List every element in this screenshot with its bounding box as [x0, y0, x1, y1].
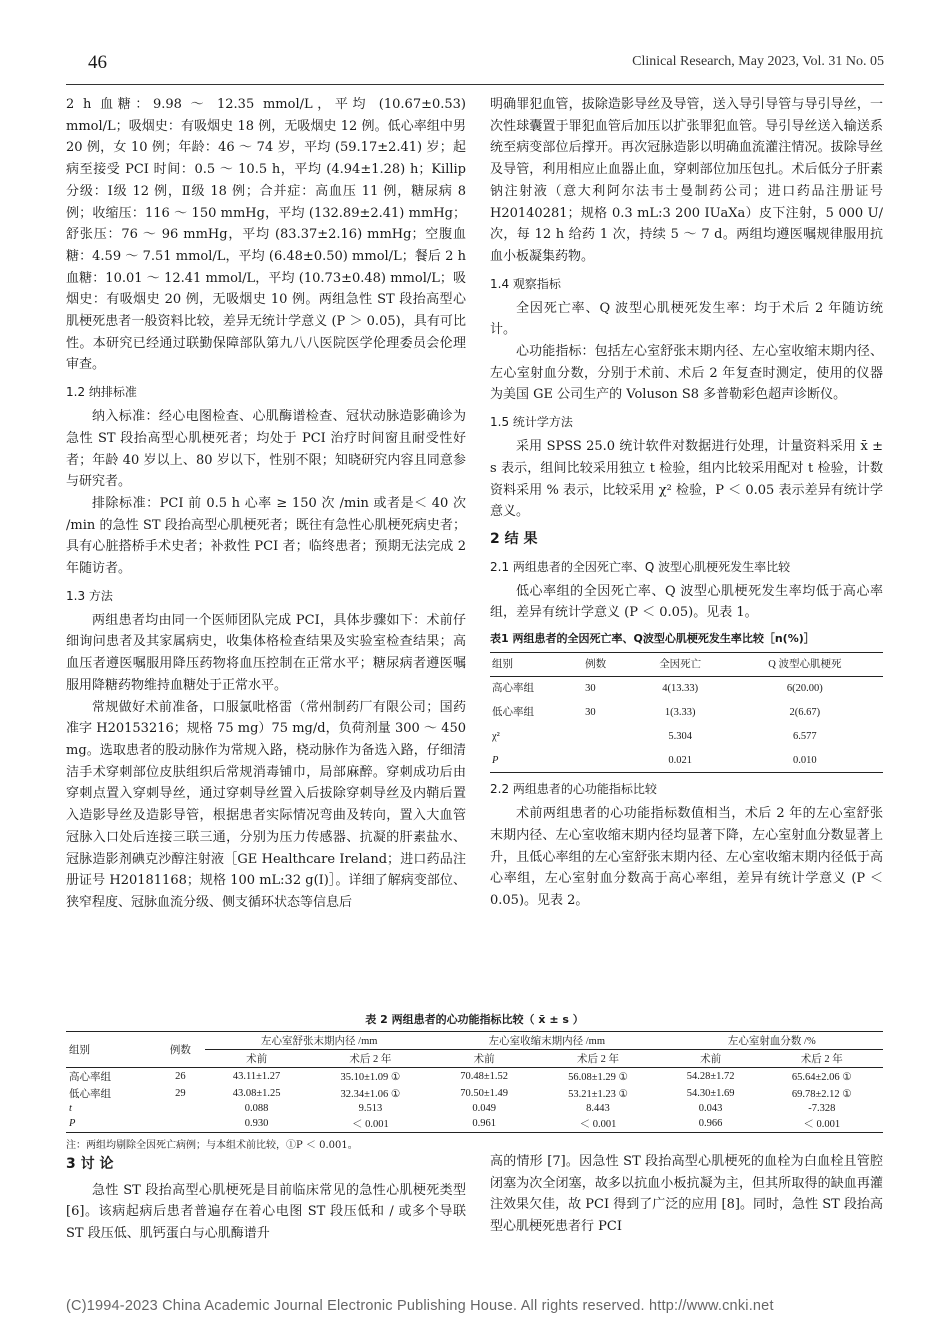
- table-cell: 6(20.00): [786, 683, 823, 695]
- table-cell: 2(6.67): [789, 707, 821, 719]
- discussion-right-column: [490, 1151, 883, 1238]
- table-cell: 0.049: [472, 1103, 496, 1114]
- table-cell: 0.043: [698, 1103, 723, 1114]
- paragraph: 两组患者均由同一个医师团队完成 PCI，具体步骤如下：术前仔细询问患者及其家属病史，收集体格检查结果及实验室检查结果；高血压者遵医嘱服用降压药物将血压控制在正常水平；糖尿病者遵医嘱服用降糖药物维持血糖处于正常水平。: [66, 612, 466, 693]
- table-cell: 56.08±1.29 ①: [568, 1071, 628, 1083]
- table-cell: 5.304: [668, 730, 692, 742]
- table-cell: 6.577: [793, 730, 817, 742]
- table-cell: 30: [585, 707, 596, 719]
- table-cell: [155, 1115, 205, 1133]
- table-cell: t: [69, 1103, 72, 1114]
- table-header-cell: 左心室收缩末期内径 /mm: [433, 1032, 661, 1050]
- paragraph: 明确罪犯血管，拔除造影导丝及导管，送入导引导管与导引导丝，一次性球囊置于罪犯血管后加压以扩张罪犯血管。导引导丝送入输送系统至病变部位后撑开。再次冠脉造影以明确血流灌注情况。拔除导丝及导管，利用相应止血器止血，穿刺部位加压包扎。术后低分子肝素钠注射液（意大利阿尔法韦士曼制药公司；进口药品注册证号 H20140281；规格 0.3 mL:3 200 IUaXa）皮下注射，5 000 U/ 次，每 12 h 给药 1 次，持续 5 ～ 7 d。两组均遵医嘱规律服用抗血小板凝集药物。: [490, 97, 883, 264]
- page-number: 46: [88, 52, 107, 73]
- paragraph: 排除标准：PCI 前 0.5 h 心率 ≥ 150 次 /min 或者是＜ 40 次 /min 的急性 ST 段抬高型心肌梗死者；既往有急性心肌梗死病史者；具有心脏搭桥手术史者；补救性 PCI 者；临终患者；预期无法完成 2 年随访者。: [66, 495, 466, 577]
- table-header-row: [66, 1032, 883, 1050]
- table-header-row: [490, 652, 883, 677]
- section-heading-3: 3 讨 论: [66, 1156, 114, 1172]
- table-row: [66, 1085, 883, 1102]
- table-cell: [155, 1102, 205, 1115]
- section-heading-1-4: 1.4 观察指标: [490, 276, 561, 291]
- table-header-cell: Q 波型心肌梗死: [768, 658, 842, 670]
- table-cell: 高心率组: [492, 683, 534, 695]
- table-header-cell: 术前: [473, 1054, 495, 1065]
- table-cell: 高心率组: [69, 1072, 111, 1083]
- section-heading-2: 2 结 果: [490, 530, 538, 547]
- table-header-cell: 术后 2 年: [800, 1054, 843, 1065]
- table-cell: 54.28±1.72: [686, 1071, 735, 1082]
- table-cell: 1(3.33): [664, 707, 696, 719]
- table-header-cell: 组别: [69, 1045, 90, 1056]
- table-cell: 54.30±1.69: [686, 1088, 735, 1099]
- table-cell: 0.010: [793, 754, 817, 766]
- table-header-cell: 术前: [700, 1054, 722, 1065]
- table-header-cell: 组别: [492, 658, 513, 670]
- section-heading-2-1: 2.1 两组患者的全因死亡率、Q 波型心肌梗死发生率比较: [490, 559, 791, 574]
- table-cell: 43.11±1.27: [232, 1071, 281, 1082]
- table1: [490, 652, 883, 774]
- section-heading-1-2: 1.2 纳排标准: [66, 385, 137, 400]
- table2-note: 注：两组均剔除全因死亡病例；与本组术前比较，①P ＜ 0.001。: [66, 1140, 358, 1151]
- table-row: [490, 677, 883, 701]
- paragraph: 全因死亡率、Q 波型心肌梗死发生率：均于术后 2 年随访统计。: [490, 300, 883, 338]
- header-rule: [66, 84, 884, 85]
- paragraph: 2 h 血糖：9.98 ～ 12.35 mmol/L，平均 (10.67±0.53) mmol/L；吸烟史：有吸烟史 18 例，无吸烟史 12 例。低心率组中男 20 例，女 10 例；年龄：46 ～ 74 岁，平均 (59.17±2.41) 岁；起病至接受 PCI 时间：0.5 ～ 10.5 h，平均 (4.94±1.28) h；Killip 分级：Ⅰ级 12 例，Ⅱ级 18 例；合并症：高血压 11 例，糖尿病 8 例；收缩压：116 ～ 150 mmHg，平均 (132.89±2.41) mmHg；舒张压：76 ～ 96 mmHg，平均 (83.37±2.16) mmHg；空腹血糖：4.59 ～ 7.51 mmol/L，平均 (6.48±0.50) mmol/L；餐后 2 h 血糖：10.01 ～ 12.41 mmol/L，平均 (10.73±0.48) mmol/L；吸烟史：有吸烟史 20 例，无吸烟史 10 例。两组急性 ST 段抬高型心肌梗死患者一般资料比较，差异无统计学意义 (P ＞ 0.05)，具有可比性。本研究已经通过联勤保障部队第九八八医院医学伦理委员会伦理审查。: [66, 97, 466, 373]
- paragraph: 急性 ST 段抬高型心肌梗死是目前临床常见的急性心肌梗死类型 [6]。该病起病后患者普遍存在着心电图 ST 段压低和 / 或多个导联 ST 段压低、肌钙蛋白与心肌酶谱升: [66, 1182, 466, 1242]
- paragraph: 常规做好术前准备，口服氯吡格雷（常州制药厂有限公司；国药准字 H20153216；规格 75 mg）75 mg/d，负荷剂量 300 ～ 450 mg。选取患者的股动脉作为常规入路，桡动脉作为备选入路，仔细清洁手术穿刺部位皮肤组织后常规消毒铺巾，局部麻醉。穿刺成功后由穿刺点置入穿刺导丝，通过穿刺导丝置入后拔除穿刺导丝及内鞘后置入造影导丝及造影导管，根据患者实际情况弯曲及转向，置入大血管冠脉入口处后连接三联三通，分别为压力传感器、抗凝的肝素盐水、冠脉造影剂碘克沙醇注射液［GE Healthcare Ireland；进口药品注册证号 H20181168；规格 100 mL:32 g(I)］。详细了解病变部位、狭窄程度、冠脉血流分级、侧支循环状态等信息后: [66, 699, 466, 910]
- table-cell: 低心率组: [69, 1089, 111, 1100]
- table-cell: P: [492, 754, 499, 766]
- table-header-cell: 全因死亡: [659, 658, 702, 670]
- table-cell: 35.10±1.09 ①: [340, 1071, 401, 1083]
- table-cell: 43.08±1.25: [232, 1088, 281, 1099]
- copyright-footer: (C)1994-2023 China Academic Journal Electronic Publishing House. All rights reserved. http://www.cnki.net: [66, 1298, 774, 1314]
- table-cell: 53.21±1.23 ①: [568, 1088, 628, 1100]
- table-cell: P: [69, 1118, 76, 1129]
- table-cell: 69.78±2.12 ①: [791, 1088, 852, 1100]
- right-column: [490, 94, 883, 912]
- table-cell: 70.50±1.49: [460, 1088, 509, 1099]
- table-row: [66, 1068, 883, 1086]
- table-cell: 26: [175, 1071, 186, 1082]
- table-row: [490, 725, 883, 749]
- table-header-cell: 术后 2 年: [349, 1054, 392, 1065]
- journal-citation: Clinical Research, May 2023, Vol. 31 No. 05: [632, 54, 884, 69]
- table-header-cell: 左心室射血分数 /%: [661, 1032, 883, 1050]
- table-header-cell: 例数: [169, 1045, 191, 1056]
- table-header-cell: 术前: [246, 1054, 268, 1065]
- table-cell: 低心率组: [492, 707, 534, 719]
- table-cell: 0.088: [244, 1103, 269, 1114]
- table-row: [66, 1115, 883, 1133]
- table-cell: 30: [585, 683, 596, 695]
- table-row: [490, 701, 883, 725]
- table-cell: ＜ 0.001: [803, 1119, 841, 1130]
- discussion-left-column: [66, 1148, 466, 1245]
- table2-caption: 表 2 两组患者的心功能指标比较（ x̄ ± s ）: [365, 1013, 584, 1026]
- table-cell: χ²: [492, 730, 500, 742]
- table2-block: [66, 1007, 883, 1151]
- paragraph: 术前两组患者的心功能指标数值相当，术后 2 年的左心室舒张末期内径、左心室收缩末期内径均显著下降，左心室射血分数显著上升，且低心率组的左心室舒张末期内径、左心室收缩末期内径低于高心率组，左心室射血分数高于高心率组，差异有统计学意义 (P ＜ 0.05)。见表 2。: [490, 806, 883, 909]
- table-cell: 0.966: [698, 1118, 723, 1129]
- paragraph: 低心率组的全因死亡率、Q 波型心肌梗死发生率均低于高心率组，差异有统计学意义 (P ＜ 0.05)。见表 1。: [490, 583, 883, 621]
- table-cell: [583, 749, 634, 773]
- paragraph: 高的情形 [7]。因急性 ST 段抬高型心肌梗死的血栓为白血栓且管腔闭塞为次全闭塞，故多以抗血小板抗凝为主，但其所取得的缺血再灌注效果欠佳，故 PCI 得到了广泛的应用 [8]。同时，急性 ST 段抬高型心肌梗死患者行 PCI: [490, 1154, 883, 1235]
- table-cell: 32.34±1.06 ①: [340, 1088, 401, 1100]
- table-header-cell: 左心室舒张末期内径 /mm: [205, 1032, 433, 1050]
- table-cell: 4(13.33): [662, 683, 699, 695]
- section-heading-1-3: 1.3 方法: [66, 588, 113, 603]
- section-heading-1-5: 1.5 统计学方法: [490, 415, 573, 430]
- table-cell: 0.021: [668, 754, 692, 766]
- table-cell: 70.48±1.52: [460, 1071, 509, 1082]
- table-cell: 9.513: [358, 1103, 383, 1114]
- table-row: [66, 1102, 883, 1115]
- table1-caption: 表1 两组患者的全因死亡率、Q波型心肌梗死发生率比较［n(%)］: [490, 632, 815, 646]
- table-cell: 29: [175, 1088, 186, 1099]
- table-cell: 0.961: [472, 1118, 496, 1129]
- table-cell: ＜ 0.001: [352, 1119, 389, 1130]
- section-heading-2-2: 2.2 两组患者的心功能指标比较: [490, 782, 657, 797]
- left-column: [66, 94, 466, 914]
- paragraph: 纳入标准：经心电图检查、心肌酶谱检查、冠状动脉造影确诊为急性 ST 段抬高型心肌梗死者；均处于 PCI 治疗时间窗且耐受性好者；年龄 40 岁以上、80 岁以下，性别不限；知晓研究内容且同意参与研究者。: [66, 409, 466, 490]
- table-cell: 65.64±2.06 ①: [791, 1071, 852, 1083]
- table-cell: 8.443: [586, 1103, 610, 1114]
- table-cell: ＜ 0.001: [579, 1119, 617, 1130]
- paragraph: 心功能指标：包括左心室舒张末期内径、左心室收缩末期内径、左心室射血分数，分别于术前、术后 2 年复查时测定，使用的仪器为美国 GE 公司生产的 Voluson S8 多普勒彩色超声诊断仪。: [490, 344, 883, 403]
- table-header-cell: 例数: [585, 658, 607, 670]
- table2: [66, 1031, 883, 1133]
- table-cell: [583, 725, 634, 749]
- paragraph: 采用 SPSS 25.0 统计软件对数据进行处理，计量资料采用 x̄ ± s 表示，组间比较采用独立 t 检验，组内比较采用配对 t 检验，计数资料采用 % 表示，比较采用 χ² 检验，P ＜ 0.05 表示差异有统计学意义。: [490, 439, 883, 520]
- table-header-cell: 术后 2 年: [576, 1054, 619, 1065]
- table-cell: 0.930: [244, 1118, 269, 1129]
- page-header: [66, 52, 884, 82]
- table-row: [490, 749, 883, 773]
- table-cell: -7.328: [808, 1103, 836, 1114]
